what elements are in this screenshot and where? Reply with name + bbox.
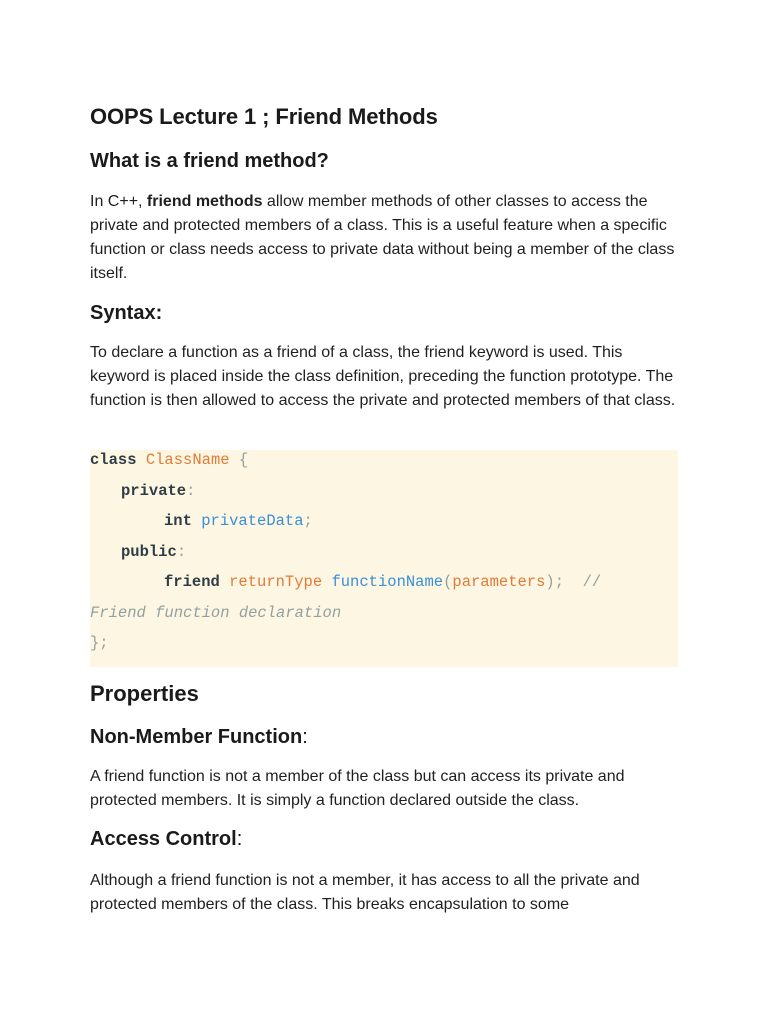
intro-text-start: In C++, [90,193,147,210]
paragraph-intro [90,190,682,286]
code-keyword-class: class [90,451,137,469]
code-line-1 [90,445,248,476]
code-brace-open: { [229,451,249,469]
heading-what-is-friend-method: What is a friend method? [90,150,329,172]
paragraph-syntax: To declare a function as a friend of a class, the friend keyword is used. This keyword is placed inside the class definition, preceding the function prototype. The function is then allowed to access the private and protected members of that class. [90,344,676,409]
code-line-6 [90,598,341,629]
intro-text-rest: allow member methods of other classes to access the private and protected members of a class. This is a useful feature when a specific function or class needs access to private data without being a member of the class itself. [90,193,675,282]
code-line-7 [90,628,109,659]
code-function-name: functionName [331,573,444,591]
paragraph-non-member: A friend function is not a member of the class but can access its private and protected members. It is simply a function declared outside the class. [90,768,625,809]
code-return-type: returnType [229,573,323,591]
heading-properties: Properties [90,681,199,706]
code-comment-text: Friend function declaration [90,603,342,622]
code-comment-marker: // [582,573,602,591]
code-parameters: parameters [452,573,546,591]
code-line-5 [164,567,601,598]
access-heading-text: Access Control [90,828,237,850]
access-heading-colon: : [236,828,243,850]
heading-non-member-function [90,726,308,749]
code-semicolon: ; [303,512,313,530]
code-line-2 [121,476,195,507]
document-title: OOPS Lecture 1 ; Friend Methods [90,104,438,129]
non-member-heading-colon: : [302,726,308,748]
code-keyword-int: int [164,512,192,530]
intro-bold-term: friend methods [146,193,263,210]
code-keyword-private: private [121,481,187,500]
code-paren-close: ); [545,573,565,591]
heading-access-control [90,828,242,851]
paragraph-access-control: Although a friend function is not a member, it has access to all the private and protected members of the class. This breaks encapsulation to some [90,872,640,913]
code-block [90,450,678,667]
code-line-4 [121,537,186,568]
heading-syntax: Syntax: [90,302,163,324]
non-member-heading-text: Non-Member Function [90,726,303,748]
code-colon: : [176,542,187,561]
code-paren-open: ( [443,573,453,591]
code-keyword-friend: friend [164,573,220,591]
code-colon: : [186,481,196,500]
code-brace-close: }; [90,634,109,652]
code-class-name: ClassName [145,451,230,469]
code-line-3 [164,506,313,537]
code-variable: privateData [201,512,304,530]
code-keyword-public: public [121,542,177,561]
